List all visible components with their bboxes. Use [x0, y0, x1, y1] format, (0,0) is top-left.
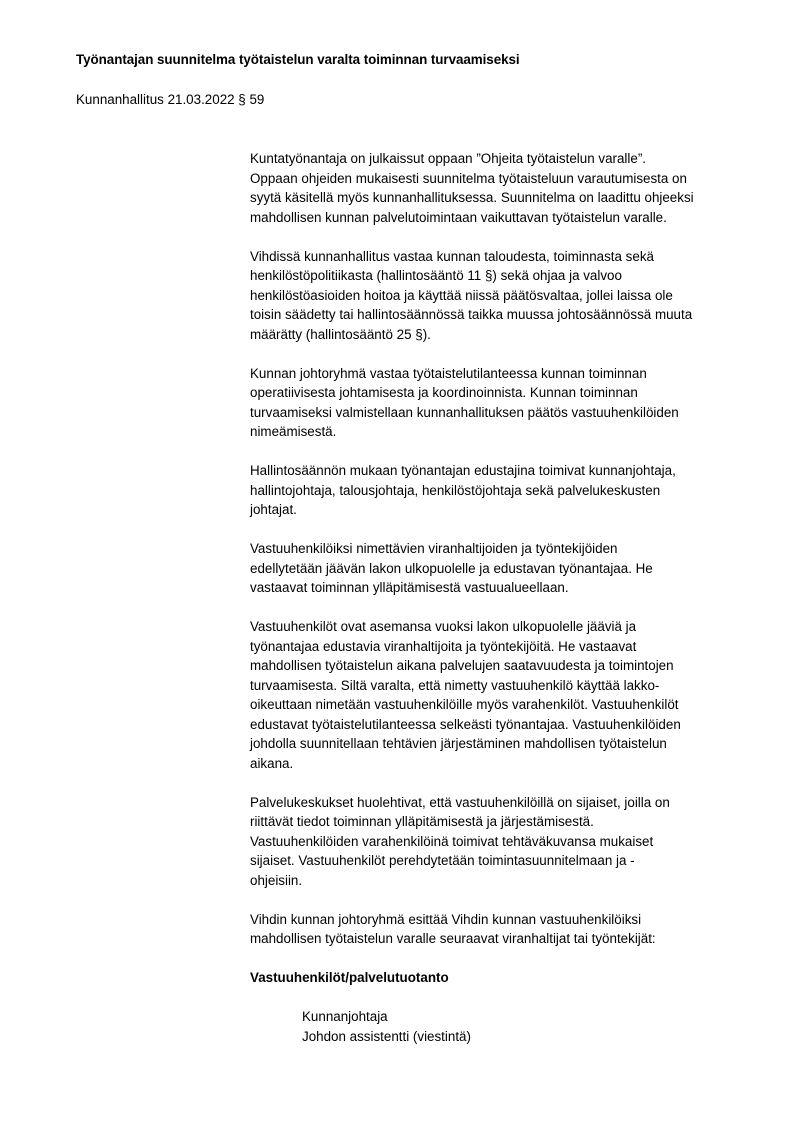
paragraph-line: mahdollisen työtaistelun aikana palvelujen saatavuudesta ja toimintojen: [250, 658, 674, 673]
paragraph-line: Kunnan johtoryhmä vastaa työtaistelutilanteessa kunnan toiminnan: [250, 365, 647, 381]
meeting-reference: Kunnanhallitus 21.03.2022 § 59: [76, 92, 265, 107]
paragraph-line: Palvelukeskukset huolehtivat, että vastuuhenkilöillä on sijaiset, joilla on: [250, 794, 670, 810]
body-paragraph: [250, 364, 740, 442]
paragraph-line: aikana.: [250, 755, 294, 771]
paragraph-line: edustavat työtaistelutilanteessa selkeästi työnantajaa. Vastuuhenkilöiden: [250, 716, 681, 732]
role-list: [250, 1007, 740, 1046]
paragraph-line: ohjeisiin.: [250, 872, 303, 888]
paragraph-line: riittävät tiedot toiminnan ylläpitämisestä ja järjestämisestä.: [250, 814, 594, 829]
paragraph-line: henkilöstöasioiden hoitoa ja käyttää niissä päätösvaltaa, jollei laissa ole: [250, 287, 673, 303]
paragraph-list: [250, 149, 740, 949]
paragraph-line: vastaavat toiminnan ylläpitämisestä vastuualueellaan.: [250, 580, 569, 595]
paragraph-line: turvaamiseksi valmistellaan kunnanhallituksen päätös vastuuhenkilöiden: [250, 404, 679, 420]
body-paragraph: [250, 910, 740, 949]
paragraph-line: toisin säädetty tai hallintosäännössä taikka muussa johtosäännössä muuta: [250, 307, 693, 322]
body-paragraph: [250, 617, 740, 773]
role-item: Kunnanjohtaja: [302, 1009, 388, 1024]
paragraph-line: mahdollisen kunnan palvelutoimintaan vaikuttavan työtaistelun varalle.: [250, 209, 667, 225]
paragraph-line: määrätty (hallintosääntö 25 §).: [250, 326, 431, 342]
paragraph-line: henkilöstöpolitiikasta (hallintosääntö 11 §) sekä ohjaa ja valvoo: [250, 268, 622, 283]
paragraph-line: hallintojohtaja, talousjohtaja, henkilöstöjohtaja sekä palvelukeskusten: [250, 482, 661, 498]
paragraph-line: operatiivisesta johtamisesta ja koordinoinnista. Kunnan toiminnan: [250, 385, 638, 400]
paragraph-line: turvaamisesta. Siltä varalta, että nimetty vastuuhenkilö käyttää lakko-: [250, 677, 660, 693]
paragraph-line: johtajat.: [250, 502, 297, 517]
document-body: [250, 149, 740, 1046]
role-item: Johdon assistentti (viestintä): [302, 1028, 471, 1044]
paragraph-line: syytä käsitellä myös kunnanhallituksessa. Suunnitelma on laadittu ohjeeksi: [250, 190, 694, 205]
body-paragraph: [250, 539, 740, 598]
paragraph-line: edellytetään jäävän lakon ulkopuolelle ja edustavan työnantajaa. He: [250, 560, 653, 576]
paragraph-line: mahdollisen työtaistelun varalle seuraavat viranhaltijat tai työntekijät:: [250, 931, 656, 946]
paragraph-line: johdolla suunnitellaan tehtävien järjestäminen mahdollisen työtaistelun: [250, 736, 667, 751]
body-paragraph: [250, 461, 740, 520]
paragraph-line: Vihdin kunnan johtoryhmä esittää Vihdin kunnan vastuuhenkilöiksi: [250, 911, 642, 927]
paragraph-line: nimeämisestä.: [250, 424, 337, 439]
paragraph-line: Vihdissä kunnanhallitus vastaa kunnan taloudesta, toiminnasta sekä: [250, 248, 654, 264]
paragraph-line: Vastuuhenkilöt ovat asemansa vuoksi lakon ulkopuolelle jääviä ja: [250, 619, 637, 634]
body-paragraph: [250, 793, 740, 891]
body-paragraph: [250, 247, 740, 345]
paragraph-line: Hallintosäännön mukaan työnantajan edustajina toimivat kunnanjohtaja,: [250, 463, 676, 478]
paragraph-line: Vastuuhenkilöiksi nimettävien viranhaltijoiden ja työntekijöiden: [250, 541, 618, 556]
paragraph-line: sijaiset. Vastuuhenkilöt perehdytetään toimintasuunnitelmaan ja -: [250, 853, 635, 868]
paragraph-line: oikeuttaan nimetään vastuuhenkilöille myös varahenkilöt. Vastuuhenkilöt: [250, 697, 679, 712]
document-title: Työnantajan suunnitelma työtaistelun varalta toiminnan turvaamiseksi: [76, 52, 520, 67]
paragraph-line: Oppaan ohjeiden mukaisesti suunnitelma työtaisteluun varautumisesta on: [250, 170, 687, 186]
body-paragraph: [250, 149, 740, 227]
paragraph-line: työnantajaa edustavia viranhaltijoita ja työntekijöitä. He vastaavat: [250, 638, 637, 654]
paragraph-line: Vastuuhenkilöiden varahenkilöinä toimivat tehtäväkuvansa mukaiset: [250, 833, 654, 849]
paragraph-line: Kuntatyönantaja on julkaissut oppaan ”Ohjeita työtaistelun varalle”.: [250, 151, 647, 166]
section-heading: Vastuuhenkilöt/palvelutuotanto: [250, 970, 449, 985]
